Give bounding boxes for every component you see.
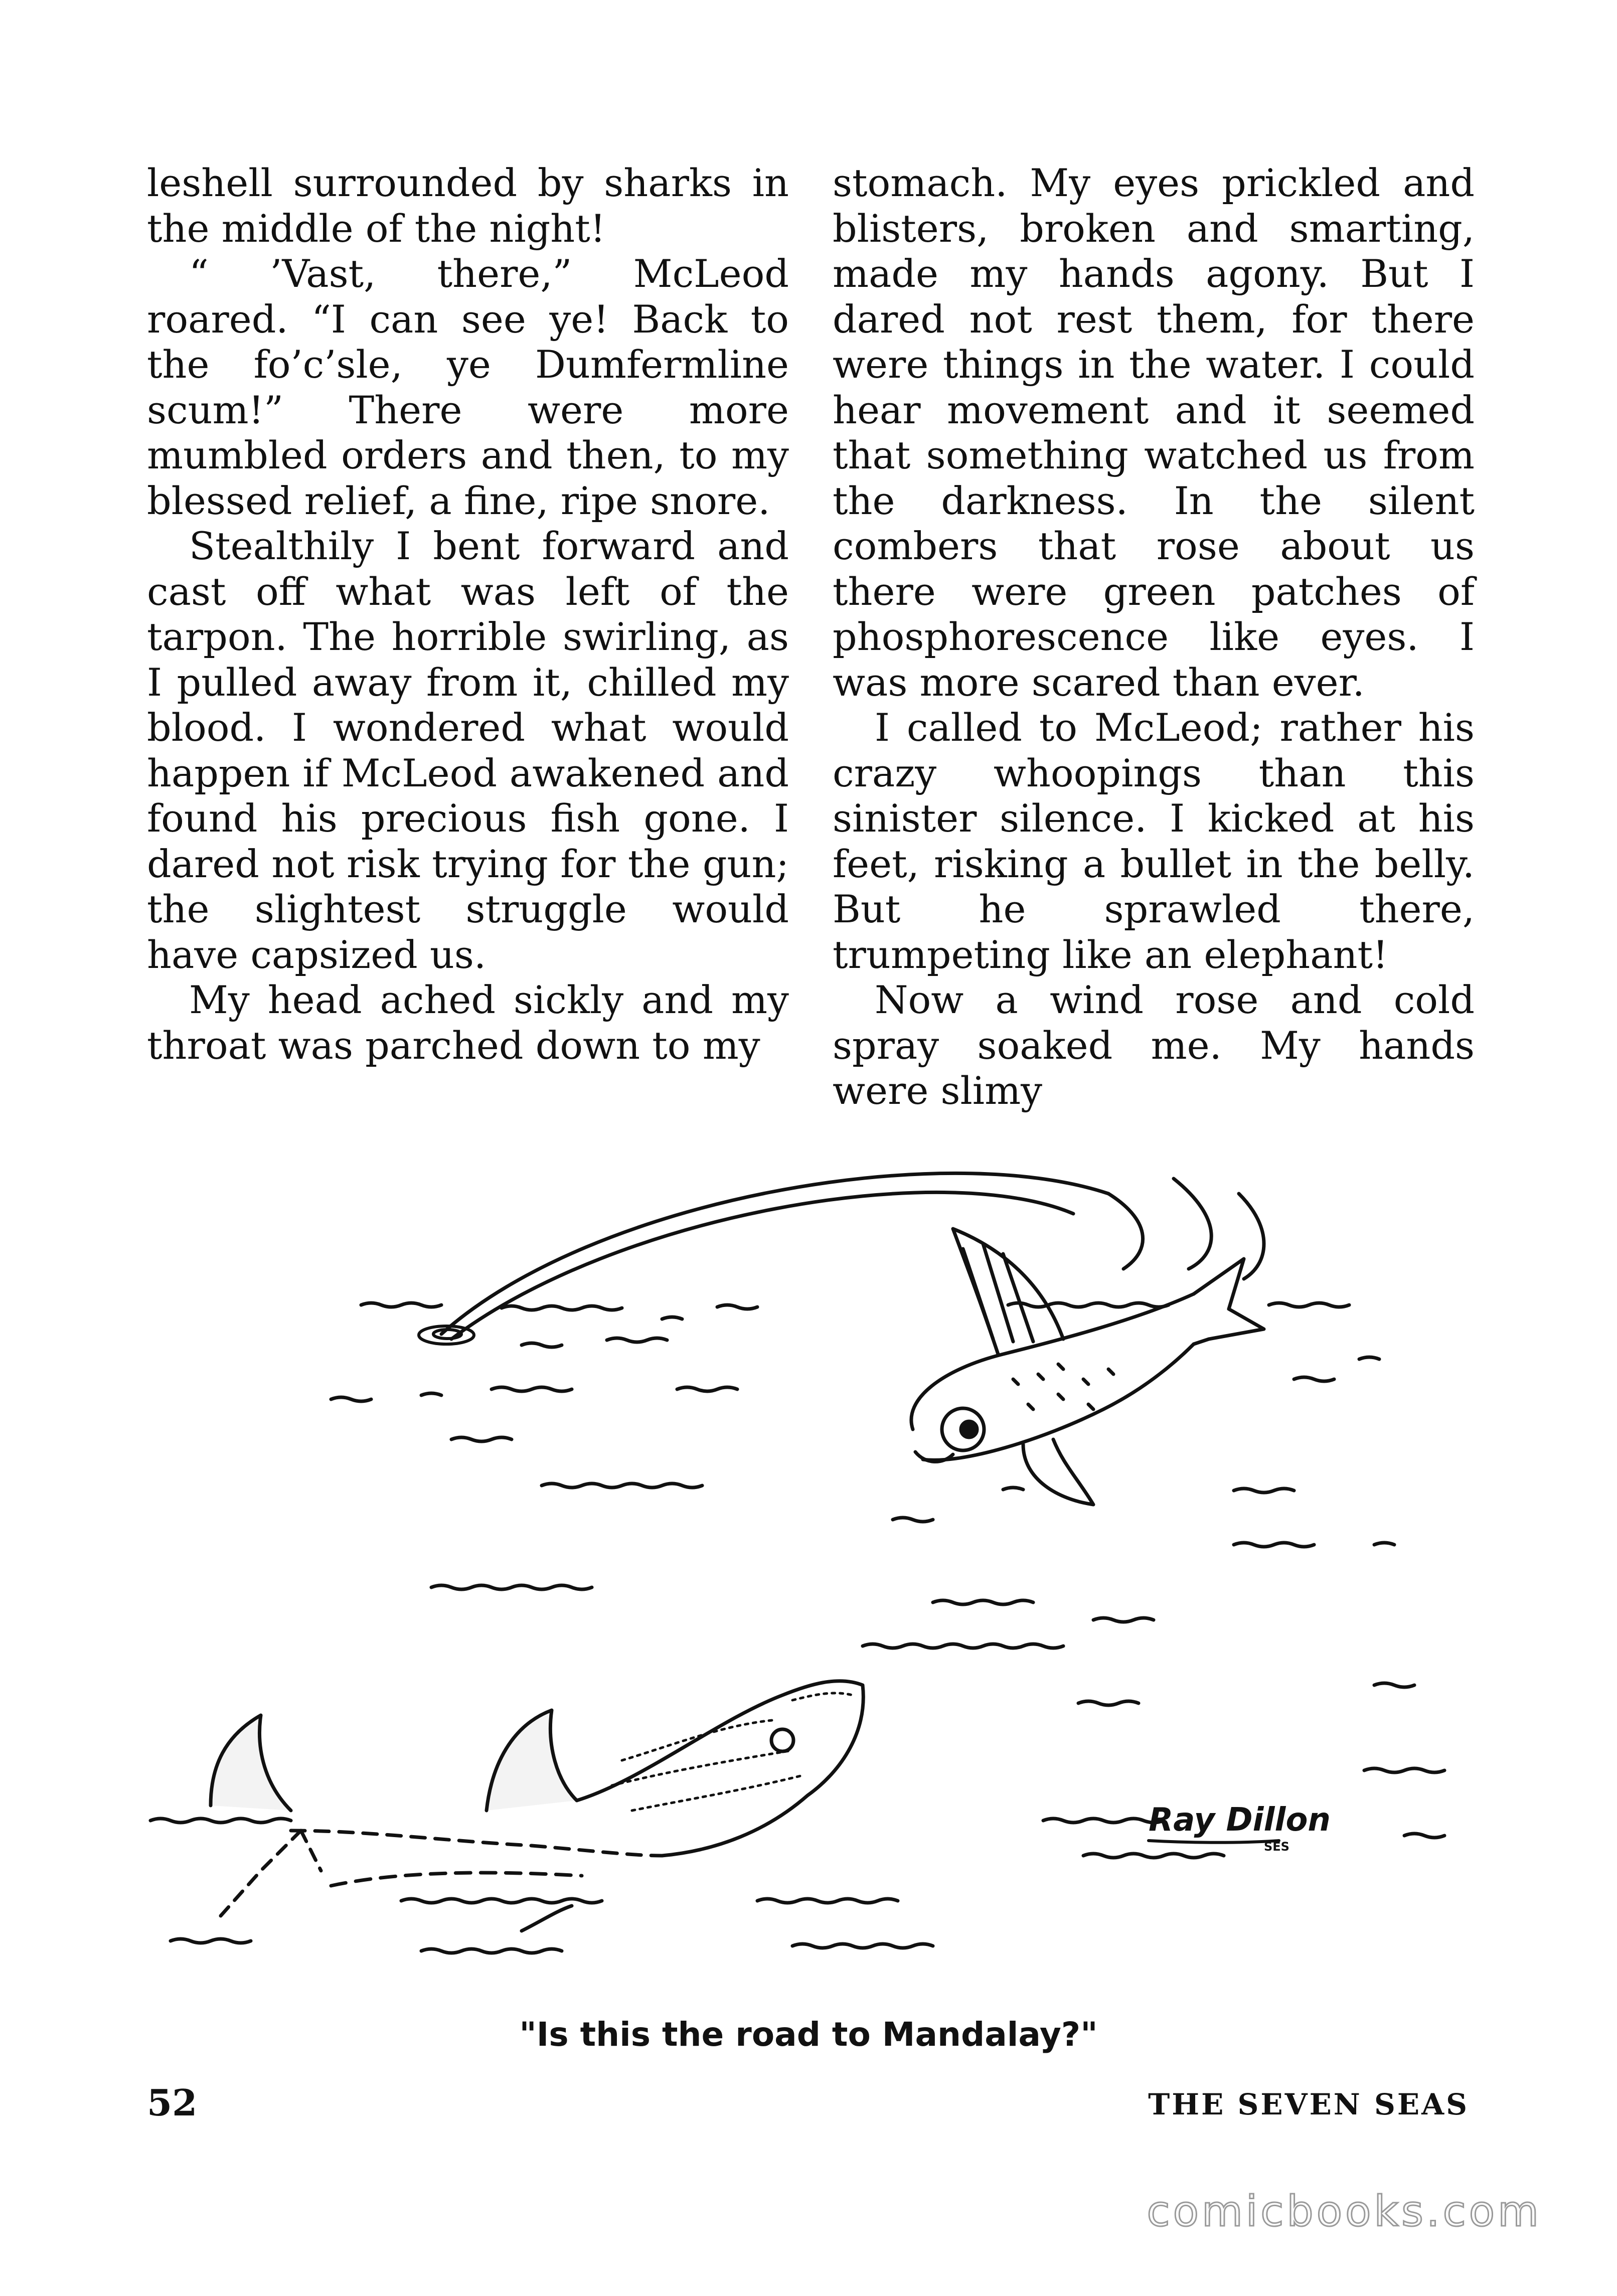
paragraph: leshell surrounded by sharks in the middle of the night! bbox=[147, 160, 789, 251]
paragraph: Stealthily I bent forward and cast off what was left of the tarpon. The horrible swirling, as I pulled away from it, chilled my blood. I wondered what would happen if McLeod awakened and found his precious fish gone. I dared not risk trying for the gun; the slightest struggle would have capsized us. bbox=[147, 524, 789, 977]
running-title: THE SEVEN SEAS bbox=[1148, 2087, 1469, 2121]
paragraph: Now a wind rose and cold spray soaked me. My hands were slimy bbox=[833, 977, 1475, 1113]
paragraph: My head ached sickly and my throat was parched down to my bbox=[147, 977, 789, 1068]
splash-ripple-icon bbox=[419, 1326, 474, 1344]
paragraph: “ ’Vast, there,” McLeod roared. “I can see ye! Back to the fo’c’sle, ye Dumfermline scum!” There were more mumbled orders and then, to my blessed relief, a fine, ripe snore. bbox=[147, 251, 789, 523]
artist-signature bbox=[1149, 1801, 1331, 1854]
shark-icon bbox=[211, 1681, 863, 1931]
cartoon-caption: "Is this the road to Mandalay?" bbox=[519, 2015, 1098, 2054]
right-text-column bbox=[833, 160, 1475, 1114]
cartoon-illustration bbox=[140, 1118, 1475, 2011]
water-lines bbox=[150, 1303, 1444, 1953]
signature-text: Ray Dillon bbox=[1149, 1801, 1331, 1839]
watermark: comicbooks.com bbox=[1147, 2187, 1542, 2236]
signature-tag: SES bbox=[1264, 1840, 1289, 1854]
flying-fish-icon bbox=[911, 1229, 1264, 1505]
left-text-column bbox=[147, 160, 789, 1068]
paragraph: I called to McLeod; rather his crazy whoopings than this sinister silence. I kicked at his feet, risking a bullet in the belly. But he sprawled there, trumpeting like an elephant! bbox=[833, 705, 1475, 977]
paragraph: stomach. My eyes prickled and blisters, broken and smarting, made my hands agony. But I dared not rest them, for there were things in the water. I could hear movement and it seemed that something watched us from the darkness. In the silent combers that rose about us there were green patches of phosphorescence like eyes. I was more scared than ever. bbox=[833, 160, 1475, 705]
signature-underline bbox=[1149, 1841, 1279, 1843]
page-number: 52 bbox=[147, 2081, 198, 2124]
